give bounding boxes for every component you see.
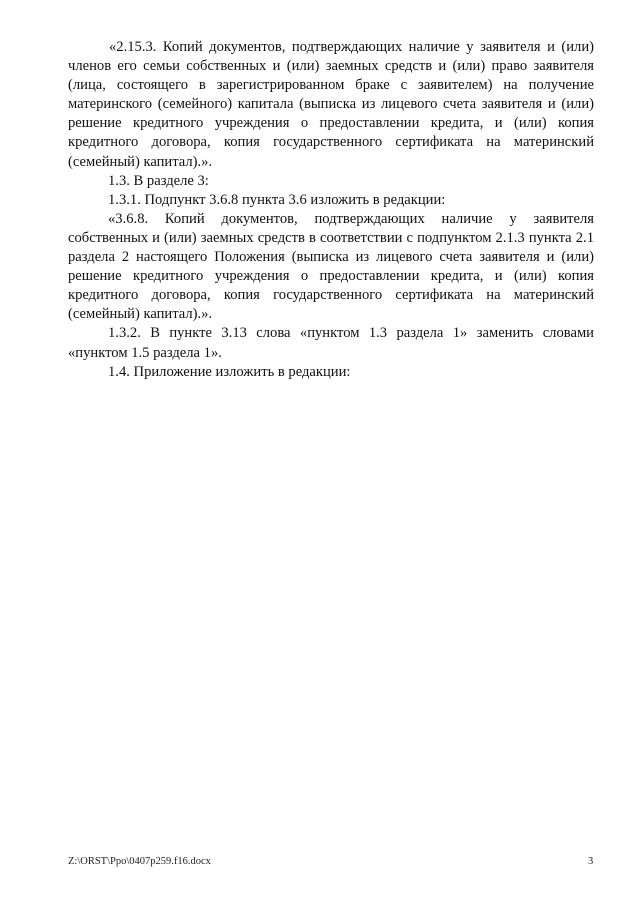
footer-file-path: Z:\ORST\Ppo\0407p259.f16.docx — [68, 856, 211, 867]
document-body — [68, 38, 594, 382]
paragraph-1-3-2: 1.3.2. В пункте 3.13 слова «пунктом 1.3 раздела 1» заменить словами «пунктом 1.5 раздела 1». — [68, 325, 594, 361]
paragraph-2-15-3: «2.15.3. Копий документов, подтверждающих наличие у заявителя и (или) членов его семьи собственных и (или) заемных средств и (или) право заявителя (лица, состоящего в зарегистрированном браке с заявителем) на получение материнского (семейного) капитала (выписка из лицевого счета заявителя и (или) решение кредитного учреждения о предоставлении кредита, и (или) копия кредитного договора, копия государственного сертификата на материнский (семейный) капитал).». — [68, 39, 594, 170]
paragraph-3-6-8: «3.6.8. Копий документов, подтверждающих наличие у заявителя собственных и (или) заемных средств в соответствии с подпунктом 2.1.3 пункта 2.1 раздела 2 настоящего Положения (выписка из лицевого счета заявителя и (или) решение кредитного учреждения о предоставлении кредита, и (или) копия кредитного договора, копия государственного сертификата на материнский (семейный) капитал).». — [68, 210, 594, 323]
paragraph-1-3: 1.3. В разделе 3: — [108, 172, 209, 189]
paragraph-1-4: 1.4. Приложение изложить в редакции: — [108, 363, 351, 380]
paragraph-1-3-1: 1.3.1. Подпункт 3.6.8 пункта 3.6 изложить в редакции: — [108, 191, 446, 208]
footer-page-number: 3 — [588, 856, 594, 867]
